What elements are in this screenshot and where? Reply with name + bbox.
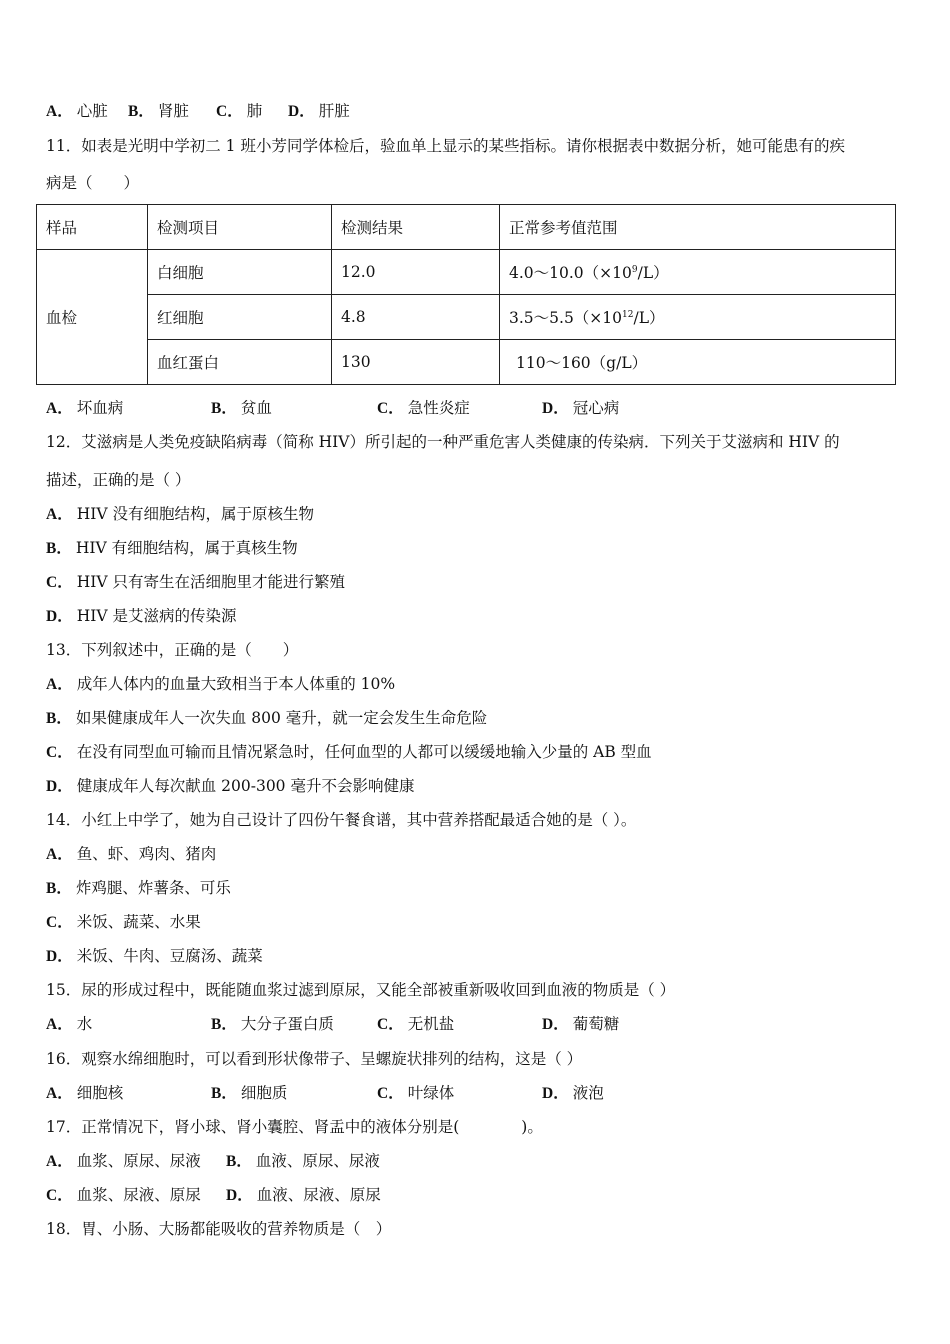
q16-options bbox=[46, 1083, 604, 1104]
q11-option-c[interactable]: C． 急性炎症 bbox=[377, 399, 470, 417]
q12-option-c[interactable]: C． HIV 只有寄生在活细胞里才能进行繁殖 bbox=[46, 573, 345, 591]
q11-options bbox=[46, 398, 619, 419]
q11-option-b[interactable]: B． 贫血 bbox=[211, 399, 272, 417]
blood-test-table bbox=[36, 204, 896, 385]
header-result: 检测结果 bbox=[332, 205, 500, 250]
q12-stem: 12．艾滋病是人类免疫缺陷病毒（简称 HIV）所引起的一种严重危害人类健康的传染病．下列关于艾滋病和 HIV 的 bbox=[46, 433, 840, 451]
q12-option-b[interactable]: B． HIV 有细胞结构，属于真核生物 bbox=[46, 539, 298, 557]
q16-option-d[interactable]: D． 液泡 bbox=[542, 1084, 604, 1102]
q11-stem: 11．如表是光明中学初二 1 班小芳同学体检后，验血单上显示的某些指标。请你根据表中数据分析，她可能患有的疾 bbox=[46, 137, 845, 155]
q11-option-a[interactable]: A． 坏血病 bbox=[46, 399, 124, 417]
range-cell: $3.5\sim 5.5(\times 10^{12}/L)$ bbox=[500, 295, 896, 340]
result-cell: 130 bbox=[332, 340, 500, 385]
q13-stem: 13．下列叙述中，正确的是（ ） bbox=[46, 641, 299, 659]
q17-options-row1 bbox=[46, 1151, 380, 1172]
q14-stem: 14．小红上中学了，她为自己设计了四份午餐食谱，其中营养搭配最适合她的是（ ）。 bbox=[46, 811, 637, 829]
item-cell: 红细胞 bbox=[148, 295, 332, 340]
q16-option-a[interactable]: A． 细胞核 bbox=[46, 1084, 124, 1102]
q15-options bbox=[46, 1014, 619, 1035]
q18-stem: 18．胃、小肠、大肠都能吸收的营养物质是（ ） bbox=[46, 1220, 392, 1238]
q17-option-c[interactable]: C． 血浆、尿液、原尿 bbox=[46, 1186, 201, 1204]
q17-stem: 17．正常情况下，肾小球、肾小囊腔、肾盂中的液体分别是( )。 bbox=[46, 1118, 543, 1136]
result-cell: 12.0 bbox=[332, 250, 500, 295]
table-row bbox=[37, 250, 896, 295]
q10-option-c[interactable]: C． 肺 bbox=[216, 102, 263, 120]
q16-option-b[interactable]: B． 细胞质 bbox=[211, 1084, 288, 1102]
q15-option-a[interactable]: A． 水 bbox=[46, 1015, 93, 1033]
q15-option-c[interactable]: C． 无机盐 bbox=[377, 1015, 455, 1033]
q14-option-b[interactable]: B． 炸鸡腿、炸薯条、可乐 bbox=[46, 879, 231, 897]
item-cell: 白细胞 bbox=[148, 250, 332, 295]
q13-option-c[interactable]: C． 在没有同型血可输而且情况紧急时，任何血型的人都可以缓缓地输入少量的 AB 型血 bbox=[46, 743, 652, 761]
q13-option-d[interactable]: D． 健康成年人每次献血 200-300 毫升不会影响健康 bbox=[46, 777, 415, 795]
q15-option-d[interactable]: D． 葡萄糖 bbox=[542, 1015, 620, 1033]
header-item: 检测项目 bbox=[148, 205, 332, 250]
q12-stem-cont: 描述，正确的是（ ） bbox=[46, 471, 191, 489]
q13-option-b[interactable]: B． 如果健康成年人一次失血 800 毫升，就一定会发生生命危险 bbox=[46, 709, 488, 727]
q14-option-a[interactable]: A． 鱼、虾、鸡肉、猪肉 bbox=[46, 845, 217, 863]
q16-stem: 16．观察水绵细胞时，可以看到形状像带子、呈螺旋状排列的结构，这是（ ） bbox=[46, 1050, 583, 1068]
q17-option-b[interactable]: B． 血液、原尿、尿液 bbox=[226, 1152, 380, 1170]
q13-option-a[interactable]: A． 成年人体内的血量大致相当于本人体重的 10% bbox=[46, 675, 396, 693]
result-cell: 4.8 bbox=[332, 295, 500, 340]
q10-option-d[interactable]: D． 肝脏 bbox=[288, 102, 350, 120]
q15-stem: 15．尿的形成过程中，既能随血浆过滤到原尿，又能全部被重新吸收回到血液的物质是（ ） bbox=[46, 981, 676, 999]
table-header-row bbox=[37, 205, 896, 250]
q14-option-d[interactable]: D． 米饭、牛肉、豆腐汤、蔬菜 bbox=[46, 947, 263, 965]
q16-option-c[interactable]: C． 叶绿体 bbox=[377, 1084, 455, 1102]
table-row bbox=[37, 295, 896, 340]
q17-option-a[interactable]: A． 血浆、原尿、尿液 bbox=[46, 1152, 201, 1170]
q10-options bbox=[46, 101, 350, 122]
q17-options-row2 bbox=[46, 1185, 381, 1206]
range-cell: 110～160（g/L） bbox=[500, 340, 896, 385]
q10-option-b[interactable]: B． 肾脏 bbox=[128, 102, 189, 120]
sample-cell: 血检 bbox=[37, 250, 148, 385]
item-cell: 血红蛋白 bbox=[148, 340, 332, 385]
q17-option-d[interactable]: D． 血液、尿液、原尿 bbox=[226, 1186, 381, 1204]
header-range: 正常参考值范围 bbox=[500, 205, 896, 250]
q12-option-d[interactable]: D． HIV 是艾滋病的传染源 bbox=[46, 607, 237, 625]
table-row bbox=[37, 340, 896, 385]
q14-option-c[interactable]: C． 米饭、蔬菜、水果 bbox=[46, 913, 201, 931]
q11-option-d[interactable]: D． 冠心病 bbox=[542, 399, 620, 417]
q12-option-a[interactable]: A． HIV 没有细胞结构，属于原核生物 bbox=[46, 505, 314, 523]
q10-option-a[interactable]: A． 心脏 bbox=[46, 102, 108, 120]
q15-option-b[interactable]: B． 大分子蛋白质 bbox=[211, 1015, 334, 1033]
header-sample: 样品 bbox=[37, 205, 148, 250]
q11-stem-cont: 病是（ ） bbox=[46, 174, 140, 192]
range-cell: $4.0\sim 10.0(\times 10^9/L)$ bbox=[500, 250, 896, 295]
